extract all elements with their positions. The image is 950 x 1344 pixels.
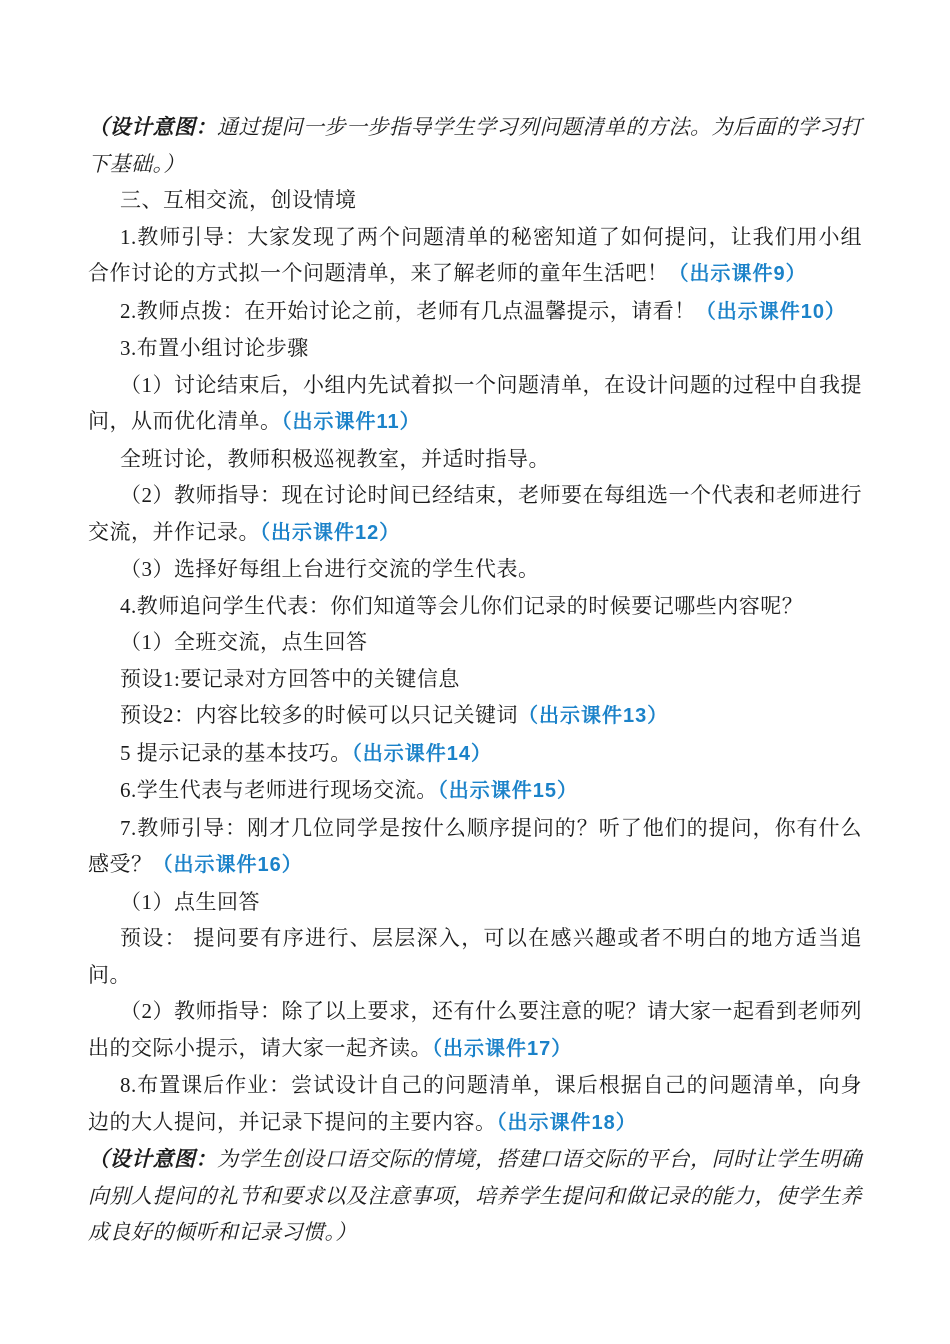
text-run: （1）点生回答 (120, 889, 260, 914)
text-run: 4.教师追问学生代表：你们知道等会儿你们记录的时候要记哪些内容呢？ (120, 593, 804, 618)
courseware-ref: （出示课件13） (518, 705, 669, 727)
body-paragraph (88, 993, 862, 1067)
courseware-ref: （出示课件16） (152, 854, 303, 876)
text-run: （设计意图： (88, 115, 217, 139)
text-run: 预设2：内容比较多的时候可以只记关键词 (120, 703, 518, 727)
body-paragraph (88, 810, 862, 884)
text-run: （1）讨论结束后，小组内先试着拟一个问题清单，在设计问题的过程中自我提问，从而优化清单。 (88, 372, 862, 433)
body-paragraph (88, 1067, 862, 1141)
body-paragraph (88, 735, 862, 773)
body-paragraph (88, 624, 862, 661)
body-paragraph (88, 920, 862, 993)
text-run: 为学生创设口语交际的情境，搭建口语交际的平台，同时让学生明确向别人提问的礼节和要求以及注意事项，培养学生提问和做记录的能力，使学生养成良好的倾听和记录习惯。） (88, 1147, 862, 1244)
body-paragraph (88, 661, 862, 698)
text-run: 通过提问一步一步指导学生学习列问题清单的方法。为后面的学习打下基础。） (88, 115, 862, 176)
text-run: 7.教师引导：刚才几位同学是按什么顺序提问的？听了他们的提问，你有什么感受？ (88, 815, 862, 876)
text-run: 3.布置小组讨论步骤 (120, 336, 309, 360)
text-run: 三、互相交流，创设情境 (120, 188, 357, 212)
text-run: 1.教师引导：大家发现了两个问题清单的秘密知道了如何提问，让我们用小组合作讨论的方式拟一个问题清单，来了解老师的童年生活吧！ (88, 224, 862, 285)
body-paragraph (88, 772, 862, 810)
courseware-ref: （出示课件10） (695, 300, 846, 323)
courseware-ref: （出示课件11） (281, 411, 421, 433)
courseware-ref: （出示课件12） (260, 521, 401, 544)
courseware-ref: （出示课件15） (437, 780, 578, 802)
document-body (88, 109, 862, 1251)
design-intent-paragraph (88, 1141, 862, 1251)
text-run: 6.学生代表与老师进行现场交流。 (120, 778, 438, 802)
courseware-ref: （出示课件9） (668, 263, 807, 285)
design-intent-paragraph (88, 109, 862, 182)
body-paragraph (88, 477, 862, 551)
text-run: （设计意图： (88, 1147, 217, 1171)
body-paragraph (88, 219, 862, 293)
body-paragraph (88, 367, 862, 441)
body-paragraph (88, 551, 862, 588)
text-run: （2）教师指导：现在讨论时间已经结束，老师要在每组选一个代表和老师进行交流，并作记录。 (88, 483, 862, 544)
body-paragraph (88, 884, 862, 921)
body-paragraph (88, 293, 862, 331)
text-run: （1）全班交流，点生回答 (120, 630, 368, 654)
text-run: 全班讨论，教师积极巡视教室，并适时指导。 (120, 446, 550, 471)
body-paragraph (88, 697, 862, 735)
body-paragraph (88, 441, 862, 478)
courseware-ref: （出示课件14） (351, 742, 492, 765)
text-run: （2）教师指导：除了以上要求，还有什么要注意的呢？请大家一起看到老师列出的交际小提示，请大家一起齐读。 (88, 999, 862, 1060)
text-run: 5 提示记录的基本技巧。 (120, 740, 352, 765)
text-run: （3）选择好每组上台进行交流的学生代表。 (120, 557, 540, 581)
text-run: 预设1:要记录对方回答中的关键信息 (120, 666, 460, 691)
section-heading (88, 182, 862, 219)
body-paragraph (88, 588, 862, 625)
body-paragraph (88, 330, 862, 367)
text-run: 预设： 提问要有序进行、层层深入，可以在感兴趣或者不明白的地方适当追问。 (88, 926, 862, 987)
courseware-ref: （出示课件18） (496, 1111, 637, 1134)
courseware-ref: （出示课件17） (432, 1037, 573, 1060)
text-run: 8.布置课后作业：尝试设计自己的问题清单，课后根据自己的问题清单，向身边的大人提问，并记录下提问的主要内容。 (88, 1073, 862, 1134)
text-run: 2.教师点拨：在开始讨论之前，老师有几点温馨提示，请看！ (120, 298, 696, 323)
